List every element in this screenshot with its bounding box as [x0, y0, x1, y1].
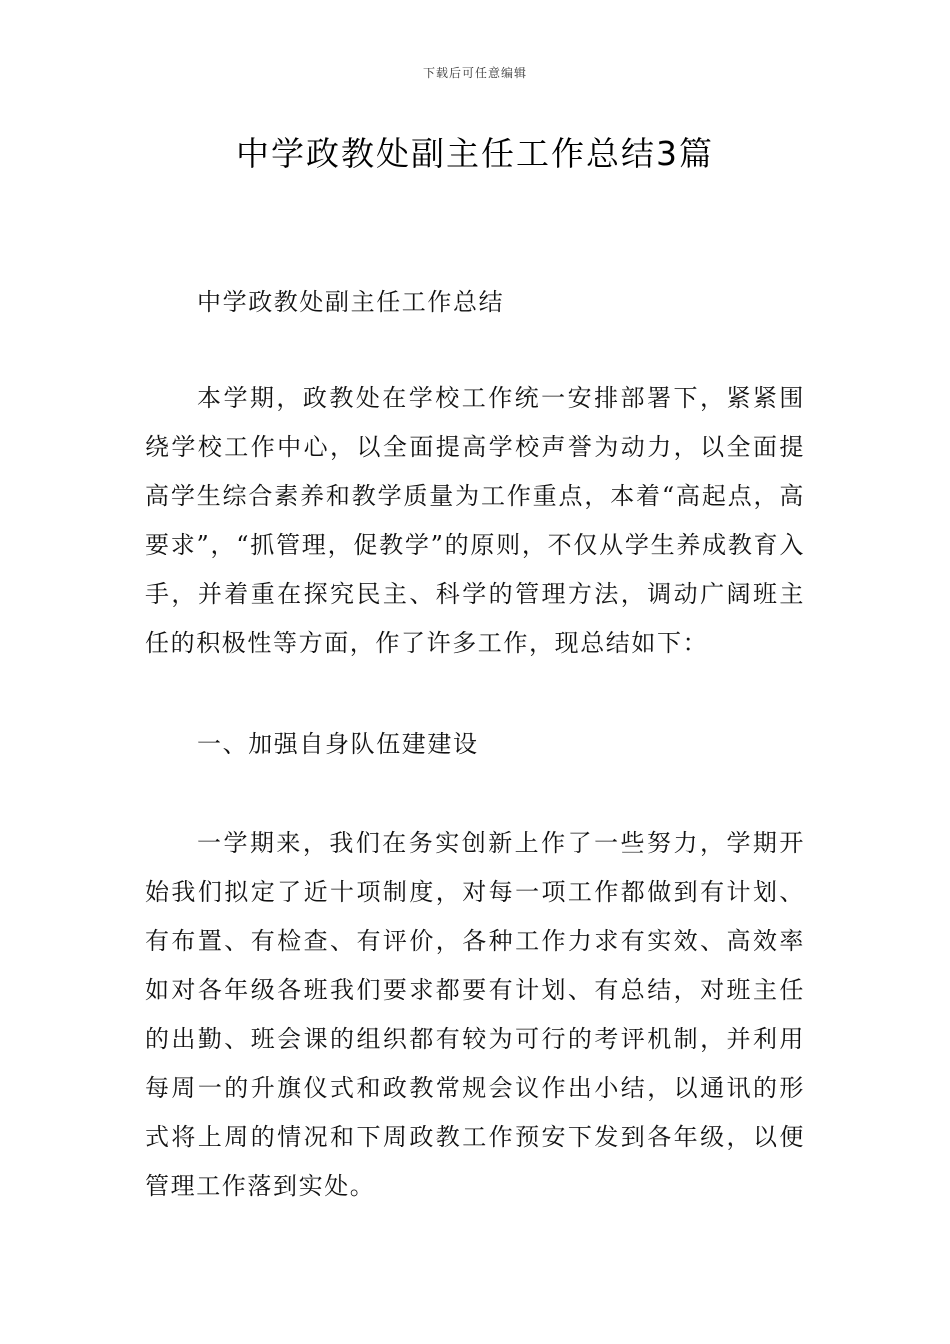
section-heading-1: 一、加强自身队伍建建设	[197, 730, 479, 758]
document-title: 中学政教处副主任工作总结3篇	[236, 134, 714, 173]
header-note: 下载后可任意编辑	[422, 66, 527, 80]
paragraph-intro: 本学期，政教处在学校工作统一安排部署下，紧紧围绕学校工作中心，以全面提高学校声誉为动力，以全面提高学生综合素养和教学质量为工作重点，本着“高起点，高要求”，“抓管理，促教学”的原则，不仅从学生养成教育入手，并着重在探究民主、科学的管理方法，调动广阔班主任的积极性等方面，作了许多工作，现总结如下：	[145, 384, 805, 657]
section-subtitle: 中学政教处副主任工作总结	[197, 288, 505, 316]
paragraph-section-1: 一学期来，我们在务实创新上作了一些努力，学期开始我们拟定了近十项制度，对每一项工作都做到有计划、有布置、有检查、有评价，各种工作力求有实效、高效率如对各年级各班我们要求都要有计划、有总结，对班主任的出勤、班会课的组织都有较为可行的考评机制，并利用每周一的升旗仪式和政教常规会议作出小结，以通讯的形式将上周的情况和下周政教工作预安下发到各年级，以便管理工作落到实处。	[145, 829, 805, 1200]
